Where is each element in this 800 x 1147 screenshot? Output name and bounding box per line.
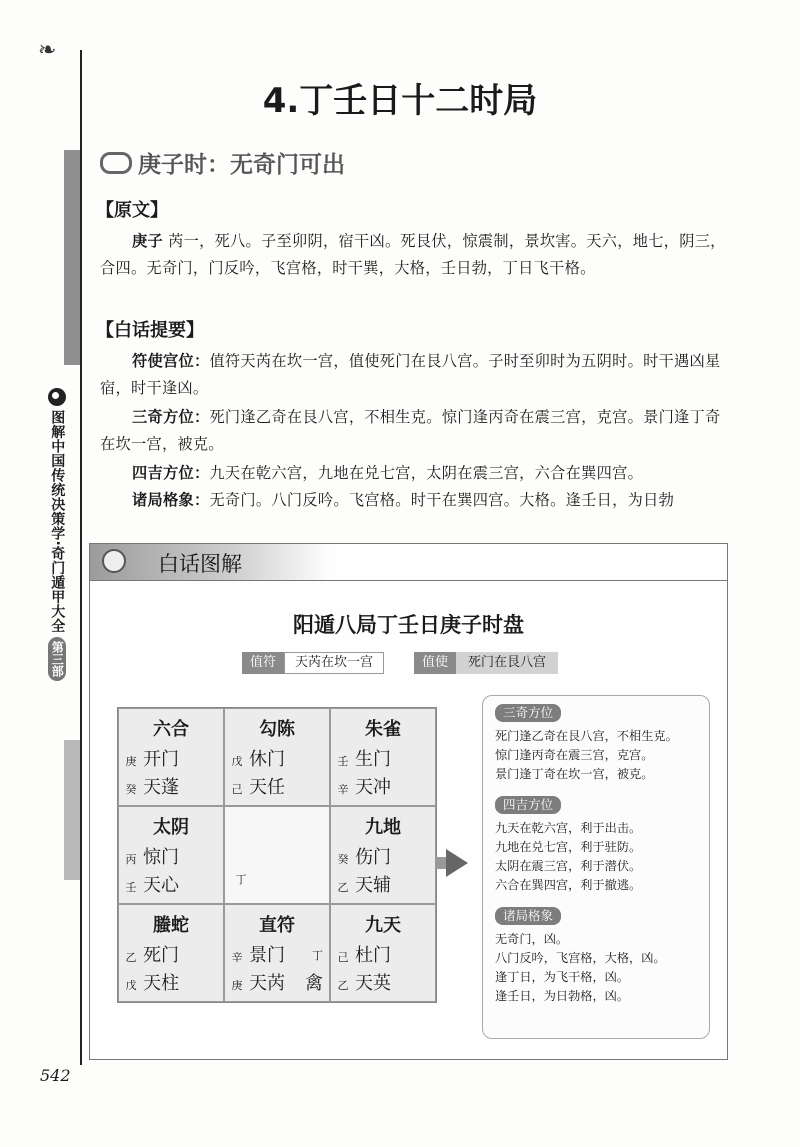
zhifu-value: 天芮在坎一宫: [284, 652, 384, 674]
original-text: [100, 228, 730, 282]
palace-cell: [330, 806, 436, 904]
note-line: 逢丁日，为飞干格，凶。: [495, 970, 630, 984]
diagram-panel: [89, 543, 728, 1060]
stem-label: 壬: [337, 755, 349, 768]
note-line: 八门反吟，飞宫格，大格，凶。: [495, 951, 666, 965]
original-lead: 庚子: [132, 232, 163, 250]
note-line: 六合在巽四宫，利于撤逃。: [495, 878, 642, 892]
stem-label: 壬: [125, 881, 137, 894]
stem-label: 乙: [337, 881, 349, 894]
zhifu-row: [242, 652, 384, 674]
door-label: 开门: [143, 749, 179, 770]
door-row: [125, 843, 179, 869]
para-text: 无奇门。八门反吟。飞宫格。时干在巽四宫。大格。逢壬日，为日勃: [209, 491, 675, 509]
vernacular-para: [100, 404, 730, 458]
stem-label: 辛: [337, 783, 349, 796]
star-row: [231, 969, 285, 995]
yin-yang-icon: [48, 388, 66, 406]
page-title: 4.丁壬日十二时局: [262, 81, 538, 121]
deity-label: 九天: [365, 915, 401, 936]
note-line: 死门逢乙奇在艮八宫，不相生克。: [495, 729, 678, 743]
door-row: [231, 941, 285, 967]
deity-label: 螣蛇: [153, 915, 189, 936]
star-row: [337, 969, 391, 995]
margin-band-lower: [64, 740, 80, 880]
door-label: 休门: [249, 749, 285, 770]
door-row: [231, 745, 285, 771]
note-heading: 四吉方位: [495, 796, 561, 814]
door-row: [337, 745, 391, 771]
note-line: 逢壬日，为日勃格，凶。: [495, 989, 630, 1003]
sidebar: [44, 388, 70, 681]
volume-badge: 第三部: [48, 637, 67, 681]
para-lead: 四吉方位：: [132, 464, 210, 482]
para-lead: 三奇方位：: [132, 408, 210, 426]
star-label: 天心: [143, 875, 179, 896]
door-label: 死门: [143, 945, 179, 966]
star-row: [337, 871, 391, 897]
stem-label: 己: [337, 951, 349, 964]
star-label: 天芮: [249, 973, 285, 994]
note-list: [495, 819, 709, 895]
vernacular-para: [100, 487, 730, 514]
note-line: 九地在兑七宫，利于驻防。: [495, 840, 642, 854]
stem-label-extra: 丁: [312, 949, 323, 962]
deity-label: 朱雀: [365, 719, 401, 740]
zhifu-tag: 值符: [242, 652, 284, 674]
note-list: [495, 727, 709, 784]
vernacular-para: [100, 348, 730, 402]
palace-cell: [224, 904, 330, 1002]
zhishi-value: 死门在艮八宫: [456, 652, 558, 674]
note-heading: 诸局格象: [495, 907, 561, 925]
note-line: 景门逢丁奇在坎一宫，被克。: [495, 767, 654, 781]
vernacular-para: [100, 460, 730, 487]
star-label: 天蓬: [143, 777, 179, 798]
para-lead: 符使宫位：: [132, 352, 210, 370]
palace-cell: [330, 708, 436, 806]
cloud-ornament-icon: [100, 152, 132, 174]
stem-label: 己: [231, 783, 243, 796]
diagram-title: 阳遁八局丁壬日庚子时盘: [293, 613, 524, 637]
star-row: [125, 871, 179, 897]
palace-grid: [117, 707, 437, 1003]
para-text: 值符天芮在坎一宫，值使死门在艮八宫。子时至卯时为五阴时。时干遇凶星宿，时干逢凶。: [100, 352, 721, 397]
stem-label: 辛: [231, 951, 243, 964]
door-row: [125, 745, 179, 771]
star-label-extra: 禽: [305, 973, 323, 994]
deity-label: 勾陈: [259, 719, 295, 740]
notes-box: [482, 695, 710, 1039]
stem-label: 丙: [125, 853, 137, 866]
note-line: 九天在乾六宫，利于出击。: [495, 821, 642, 835]
palace-cell: [224, 708, 330, 806]
deity-label: 直符: [259, 915, 295, 936]
medallion-icon: [102, 549, 126, 573]
zhishi-tag: 值使: [414, 652, 456, 674]
note-line: 无奇门，凶。: [495, 932, 569, 946]
door-label: 伤门: [355, 847, 391, 868]
door-label: 惊门: [143, 847, 179, 868]
section-heading-text: 庚子时：无奇门可出: [138, 152, 345, 178]
star-row: [337, 773, 391, 799]
deity-label: 六合: [153, 719, 189, 740]
stem-label: 丁: [235, 873, 247, 886]
note-list: [495, 930, 709, 1006]
star-label: 天英: [355, 973, 391, 994]
star-row: [125, 969, 179, 995]
stem-label: 戊: [231, 755, 243, 768]
para-text: 死门逢乙奇在艮八宫，不相生克。惊门逢丙奇在震三宫，克宫。景门逢丁奇在坎一宫，被克。: [100, 408, 721, 453]
door-label: 生门: [355, 749, 391, 770]
diagram-header: [90, 544, 727, 581]
margin-band: [64, 150, 80, 365]
palace-cell-center: [224, 806, 330, 904]
book-title: 图解中国传统决策学·奇门遁甲大全: [49, 410, 66, 634]
palace-cell: [118, 806, 224, 904]
star-label: 天柱: [143, 973, 179, 994]
deity-label: 太阴: [153, 817, 189, 838]
star-label: 天冲: [355, 777, 391, 798]
stem-label: 庚: [231, 979, 243, 992]
para-lead: 诸局格象：: [132, 491, 210, 509]
palace-cell: [330, 904, 436, 1002]
door-row: [125, 941, 179, 967]
door-row: [337, 941, 391, 967]
zhishi-row: [414, 652, 558, 674]
star-row: [125, 773, 179, 799]
arrow-right-icon: [446, 849, 468, 877]
stem-label: 庚: [125, 755, 137, 768]
door-label: 杜门: [355, 945, 391, 966]
door-row: [337, 843, 391, 869]
note-line: 太阴在震三宫，利于潜伏。: [495, 859, 642, 873]
star-row: [231, 773, 285, 799]
stem-label: 癸: [337, 853, 349, 866]
para-text: 九天在乾六宫，九地在兑七宫，太阴在震三宫，六合在巽四宫。: [209, 464, 644, 482]
vernacular-label: 【白话提要】: [96, 320, 204, 341]
deity-label: 九地: [365, 817, 401, 838]
page-number: 542: [40, 1066, 71, 1085]
stem-label: 戊: [125, 979, 137, 992]
stem-label: 乙: [337, 979, 349, 992]
stem-label: 乙: [125, 951, 137, 964]
star-row: [235, 871, 247, 887]
star-label: 天辅: [355, 875, 391, 896]
stem-label: 癸: [125, 783, 137, 796]
section-heading: [100, 146, 345, 179]
note-heading: 三奇方位: [495, 704, 561, 722]
door-label: 景门: [249, 945, 285, 966]
note-line: 惊门逢丙奇在震三宫，克宫。: [495, 748, 654, 762]
star-label: 天任: [249, 777, 285, 798]
margin-rule: [80, 50, 82, 1065]
corner-ornament-icon: ❧: [38, 38, 57, 63]
diagram-header-label: 白话图解: [158, 552, 242, 576]
palace-cell: [118, 904, 224, 1002]
original-label: 【原文】: [96, 200, 168, 221]
original-body: 芮一，死八。子至卯阴，宿干凶。死艮伏，惊震制，景坎害。天六，地七，阴三，合四。无奇门，门反吟，飞宫格，时干巽，大格，壬日勃，丁日飞干格。: [100, 232, 726, 277]
palace-cell: [118, 708, 224, 806]
